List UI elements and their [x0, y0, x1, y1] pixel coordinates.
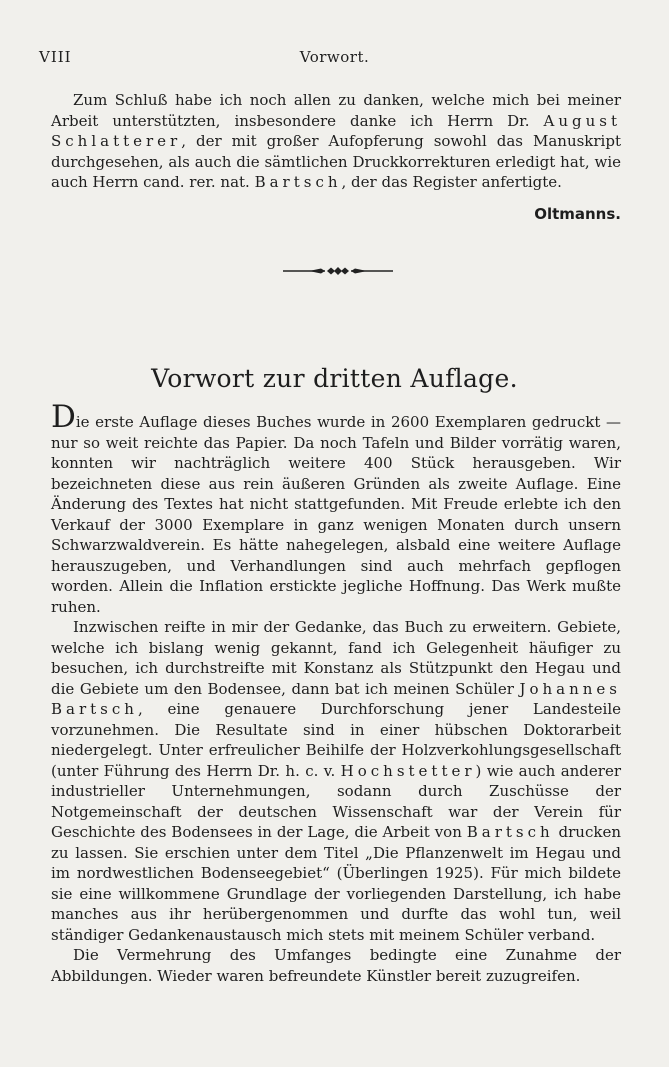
preface-text — [51, 399, 622, 986]
running-title: Vorwort. — [299, 48, 370, 66]
ornament-divider — [283, 264, 393, 278]
page-number: VIII — [39, 48, 72, 66]
drop-cap: D — [51, 399, 76, 435]
paragraph-2 — [51, 617, 621, 945]
paragraph-1 — [51, 399, 621, 617]
acknowledgement-paragraph — [51, 90, 621, 193]
section-heading: Vorwort zur dritten Auflage. — [151, 364, 518, 393]
person-name: Bartsch — [466, 823, 554, 841]
text-run: Inzwischen reifte in mir der Gedanke, das Buch zu erweitern. Gebiete, welche ich bislang wenig gekannt, fand ich Gelegenheit häufiger zu besuchen, ich durchstreifte mit Konstanz als Stützpunkt den Hegau und die Gebiete um den Bodensee, dann bat ich meinen Schüler — [51, 618, 621, 698]
person-name: Johannes Bartsch — [51, 679, 621, 718]
paragraph-3: Die Vermehrung des Umfanges bedingte eine Zunahme der Abbildungen. Wieder waren befreundete Künstler bereit zuzugreifen. — [51, 946, 621, 985]
person-name: Hochstetter — [340, 761, 476, 780]
text-run: , der das Register anfertigte. — [341, 173, 562, 191]
acknowledgement-block — [51, 90, 621, 224]
page-header — [39, 48, 630, 70]
text-run: ) wie auch anderer industrieller Unternehmungen, sodann durch Zuschüsse der Notgemeinschaft der deutschen Wissenschaft war der Verein für Geschichte des Bodensees in der Lage, die Arbeit von — [51, 761, 622, 841]
person-name: August Schlatterer — [51, 111, 621, 150]
text-run: , der mit großer Aufopferung sowohl das Manuskript durchgesehen, als auch die sämtlichen Druckkorrekturen erledigt hat, wie auch Herrn cand. rer. nat. — [51, 132, 621, 191]
text-run: drucken zu lassen. Sie erschien unter dem Titel „Die Pflanzenwelt im Hegau und im nordwestlichen Bodenseegebiet“ (Überlingen 1925). Für mich bildete sie eine willkommene Grundlage der vorliegenden Darstellung, ich habe manches aus ihr herübergenommen und durfte das wohl tun, weil ständiger Gedankenaustausch mich stets mit meinem Schüler verband. — [51, 823, 622, 944]
signature: Oltmanns. — [534, 204, 621, 223]
text-run: ie erste Auflage dieses Buches wurde in 2600 Exemplaren gedruckt — nur so weit reichte das Papier. Da noch Tafeln und Bilder vorrätig waren, konnten wir nachträglich weitere 400 Stück herausgeben. Wir bezeichneten diese aus rein äußeren Gründen als zweite Auflage. Eine Änderung des Textes hat nicht stattgefunden. Mit Freude erlebte ich den Verkauf der 3000 Exemplare in ganz wenigen Monaten durch unsern Schwarzwaldverein. Es hätte nahegelegen, alsbald eine weitere Auflage herauszugeben, und Verhandlungen sind auch mehrfach gepflogen worden. Allein die Inflation erstickte jegliche Hoffnung. Das Werk mußte ruhen. — [51, 413, 621, 616]
person-name: Bartsch — [254, 173, 342, 191]
text-run: Zum Schluß habe ich noch allen zu danken, welche mich bei meiner Arbeit unterstützten, insbesondere danke ich Herrn Dr. — [51, 91, 621, 130]
text-run: , eine genauere Durchforschung jener Landesteile vorzunehmen. Die Resultate sind in einer hübschen Doktorarbeit niedergelegt. Unter erfreulicher Beihilfe der Holzverkohlungsgesellschaft (unter Führung des Herrn Dr. h. c. v. — [51, 700, 621, 780]
